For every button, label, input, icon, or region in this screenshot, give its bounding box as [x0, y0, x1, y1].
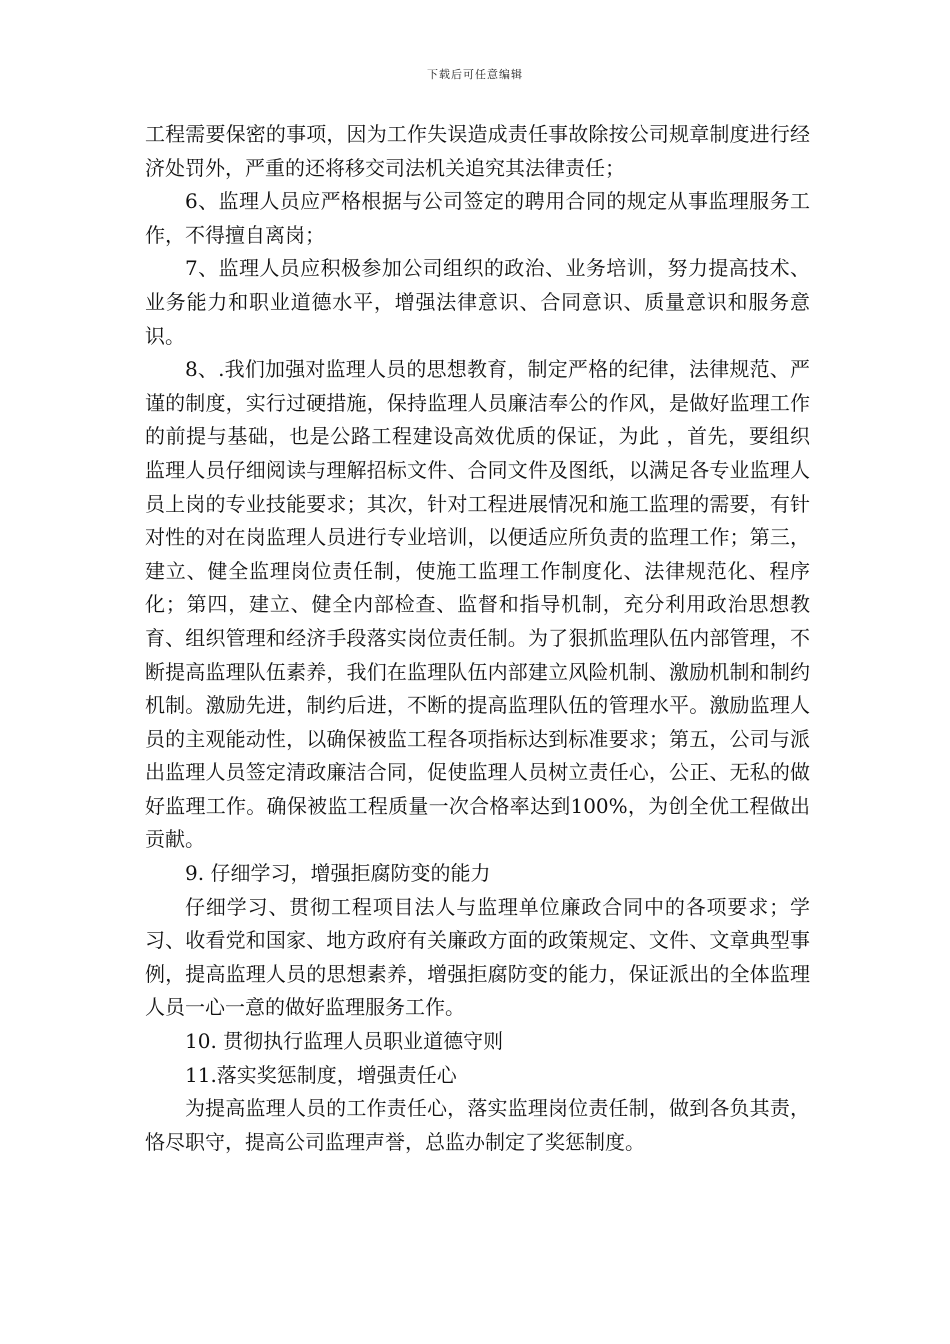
document-body — [145, 118, 810, 1159]
paragraph-confidentiality: 工程需要保密的事项，因为工作失误造成责任事故除按公司规章制度进行经济处罚外，严重的还将移交司法机关追究其法律责任； — [145, 122, 810, 180]
paragraph-item-8: 8、.我们加强对监理人员的思想教育，制定严格的纪律，法律规范、严谨的制度，实行过硬措施，保持监理人员廉洁奉公的作风，是做好监理工作的前提与基础，也是公路工程建设高效优质的保证，为此 ，首先，要组织监理人员仔细阅读与理解招标文件、合同文件及图纸，以满足各专业监理人员上岗的专业技能要求；其次，针对工程进展情况和施工监理的需要，有针对性的对在岗监理人员进行专业培训，以便适应所负责的监理工作；第三，建立、健全监理岗位责任制，使施工监理工作制度化、法律规范化、程序化；第四，建立、健全内部检查、监督和指导机制，充分利用政治思想教育、组织管理和经济手段落实岗位责任制。为了狠抓监理队伍内部管理，不断提高监理队伍素养，我们在监理队伍内部建立风险机制、激励机制和制约机制。激励先进，制约后进，不断的提高监理队伍的管理水平。激励监理人员的主观能动性，以确保被监工程各项指标达到标准要求；第五，公司与派出监理人员签定清政廉洁合同，促使监理人员树立责任心，公正、无私的做好监理工作。确保被监工程质量一次合格率达到100%，为创全优工程做出贡献。 — [145, 357, 810, 852]
paragraph-item-11-heading: 11.落实奖惩制度，增强责任心 — [185, 1062, 457, 1087]
paragraph-item-9-body: 仔细学习、贯彻工程项目法人与监理单位廉政合同中的各项要求；学习、收看党和国家、地方政府有关廉政方面的政策规定、文件、文章典型事例，提高监理人员的思想素养，增强拒腐防变的能力，保证派出的全体监理人员一心一意的做好监理服务工作。 — [145, 894, 810, 1020]
paragraph-item-10-heading: 10. 贯彻执行监理人员职业道德守则 — [185, 1029, 504, 1054]
header-note: 下载后可任意编辑 — [427, 68, 523, 81]
paragraph-item-7: 7、监理人员应积极参加公司组织的政治、业务培训，努力提高技术、业务能力和职业道德水平，增强法律意识、合同意识、质量意识和服务意识。 — [145, 256, 810, 348]
paragraph-item-6: 6、监理人员应严格根据与公司签定的聘用合同的规定从事监理服务工作，不得擅自离岗； — [145, 189, 810, 247]
paragraph-item-9-heading: 9. 仔细学习，增强拒腐防变的能力 — [185, 861, 491, 886]
paragraph-item-11-body: 为提高监理人员的工作责任心，落实监理岗位责任制，做到各负其责，恪尽职守，提高公司监理声誉，总监办制定了奖惩制度。 — [145, 1096, 810, 1154]
